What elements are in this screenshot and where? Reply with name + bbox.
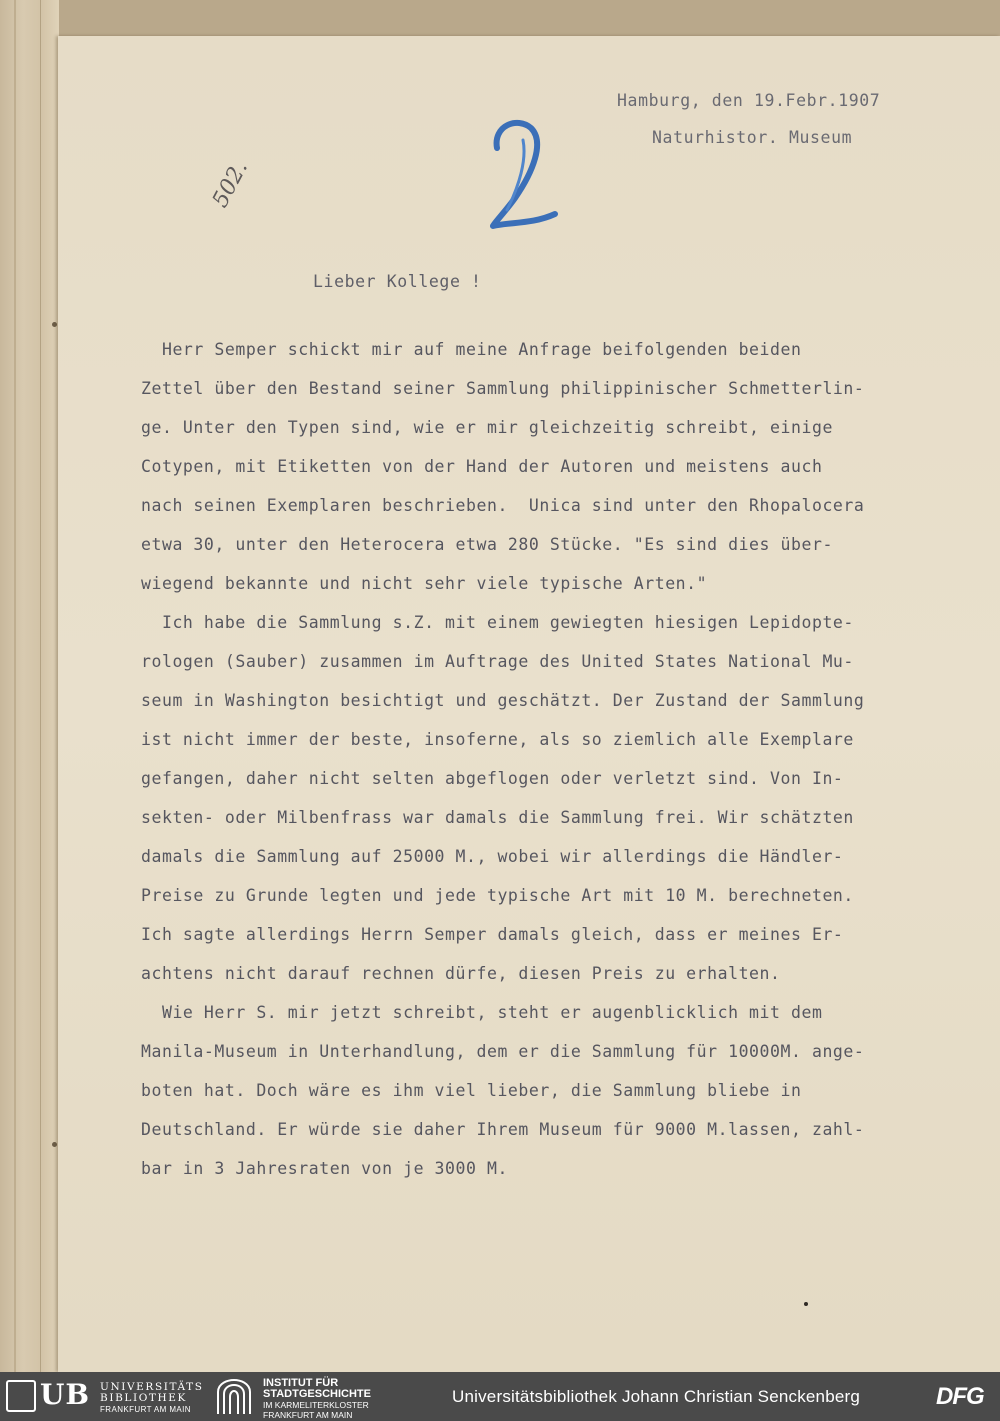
isg-line-2: STADTGESCHICHTE <box>263 1388 371 1400</box>
body-line: Preise zu Grunde legten und jede typische Art mit 10 M. berechneten. <box>141 886 854 905</box>
body-line: Zettel über den Bestand seiner Sammlung philippinischer Schmetterlin- <box>141 379 865 398</box>
body-line: Herr Semper schickt mir auf meine Anfrage beifolgenden beiden <box>141 340 802 359</box>
body-line: Cotypen, mit Etiketten von der Hand der Autoren und meistens auch <box>141 457 823 476</box>
body-line: boten hat. Doch wäre es ihm viel lieber, die Sammlung bliebe in <box>141 1081 802 1100</box>
body-line: bar in 3 Jahresraten von je 3000 M. <box>141 1159 508 1178</box>
body-line: ist nicht immer der beste, insoferne, als so ziemlich alle Exemplare <box>141 730 854 749</box>
body-line: Manila-Museum in Unterhandlung, dem er die Sammlung für 10000M. ange- <box>141 1042 865 1061</box>
isg-wordmark[interactable] <box>263 1378 371 1420</box>
ub-line-2: BIBLIOTHEK <box>100 1392 187 1404</box>
punch-hole-top <box>52 322 57 327</box>
footer-bar <box>0 1372 1000 1421</box>
body-line: seum in Washington besichtigt und geschätzt. Der Zustand der Sammlung <box>141 691 865 710</box>
ub-wordmark[interactable] <box>100 1382 204 1415</box>
letter-header <box>617 82 880 156</box>
body-line: sekten- oder Milbenfrass war damals die Sammlung frei. Wir schätzten <box>141 808 854 827</box>
isg-line-1: INSTITUT FÜR <box>263 1377 339 1389</box>
body-line: Deutschland. Er würde sie daher Ihrem Museum für 9000 M.lassen, zahl- <box>141 1120 865 1139</box>
body-line: Ich habe die Sammlung s.Z. mit einem gewiegten hiesigen Lepidopte- <box>141 613 854 632</box>
body-line: Ich sagte allerdings Herrn Semper damals gleich, dass er meines Er- <box>141 925 844 944</box>
body-line: Wie Herr S. mir jetzt schreibt, steht er augenblicklich mit dem <box>141 1003 823 1022</box>
isg-line-3: IM KARMELITERKLOSTER <box>263 1400 369 1410</box>
body-line: damals die Sammlung auf 25000 M., wobei wir allerdings die Händler- <box>141 847 844 866</box>
body-line: achtens nicht darauf rechnen dürfe, diesen Preis zu erhalten. <box>141 964 781 983</box>
body-line: wiegend bekannte und nicht sehr viele typische Arten." <box>141 574 708 593</box>
archive-number: 502. <box>208 156 254 212</box>
ub-emblem-icon[interactable] <box>6 1380 36 1412</box>
folio-mark-handwritten-2 <box>475 110 565 240</box>
ub-letters[interactable]: UB <box>40 1378 91 1411</box>
ub-line-1: UNIVERSITÄTS <box>100 1381 204 1393</box>
letter-body <box>141 330 941 1188</box>
fold-line <box>14 0 16 1372</box>
place-date: Hamburg, den 19.Febr.1907 <box>617 91 881 110</box>
body-line: rologen (Sauber) zusammen im Auftrage des United States National Mu- <box>141 652 854 671</box>
underlying-sheet-edge <box>40 0 59 1372</box>
institution: Naturhistor. Museum <box>652 128 853 147</box>
body-line: nach seinen Exemplaren beschrieben. Unica sind unter den Rhopalocera <box>141 496 865 515</box>
salutation: Lieber Kollege ! <box>313 272 482 291</box>
isg-arch-icon[interactable] <box>214 1378 254 1416</box>
dfg-logo[interactable]: DFG <box>936 1383 984 1410</box>
isg-line-4: FRANKFURT AM MAIN <box>263 1410 353 1420</box>
library-name[interactable]: Universitätsbibliothek Johann Christian Senckenberg <box>452 1387 861 1406</box>
body-line: gefangen, daher nicht selten abgeflogen oder verletzt sind. Von In- <box>141 769 844 788</box>
ub-line-3: FRANKFURT AM MAIN <box>100 1405 191 1414</box>
ink-dot <box>804 1302 808 1306</box>
body-line: ge. Unter den Typen sind, wie er mir gleichzeitig schreibt, einige <box>141 418 833 437</box>
punch-hole-bottom <box>52 1142 57 1147</box>
body-line: etwa 30, unter den Heterocera etwa 280 Stücke. "Es sind dies über- <box>141 535 833 554</box>
